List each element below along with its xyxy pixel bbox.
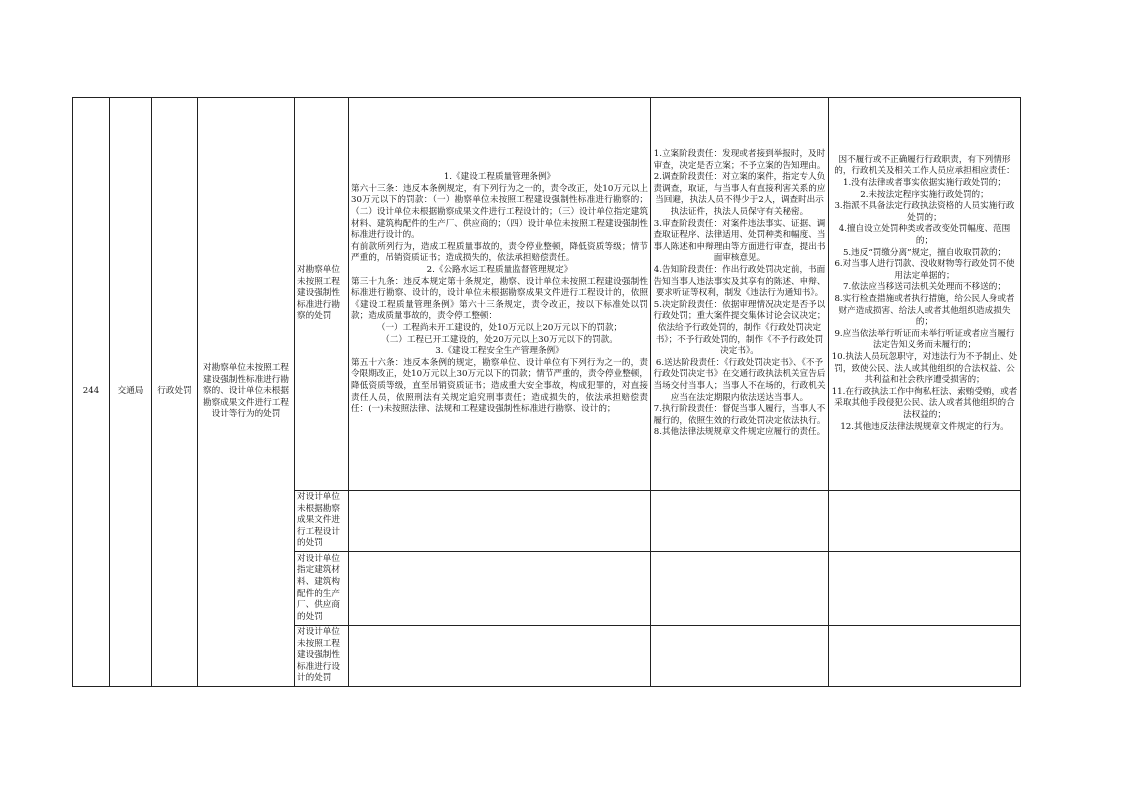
responsibility-item: 3.审查阶段责任：对案件违法事实、证据、调查取证程序、法律适用、处罚种类和幅度、当事人陈述和申辩理由等方面进行审查，提出书面审核意见。 [653,218,826,264]
empty-cell [651,626,829,687]
accountability [829,98,1021,491]
basis-line: 第五十六条：违反本条例的规定，勘察单位、设计单位有下列行为之一的，责令限期改正，处10万元以上30万元以下的罚款；情节严重的，责令停业整顿，降低资质等级，直至吊销资质证书；造成重大安全事故，构成犯罪的，对直接责任人员，依照刑法有关规定追究刑事责任；造成损失的，依法承担赔偿责任：(一)未按照法律、法规和工程建设强制性标准进行勘察、设计的； [351,357,648,415]
responsibility-item: 5.决定阶段责任：依据审理情况决定是否予以行政处罚；重大案件提交集体讨论会议决定；依法给予行政处罚的，制作《行政处罚决定书》；不予行政处罚的，制作《不予行政处罚决定书》。 [653,299,826,357]
basis-line: 第三十九条：违反本规定第十条规定，勘察、设计单位未按照工程建设强制性标准进行勘察、设计的，设计单位未根据勘察成果文件进行工程设计的，依照《建设工程质量管理条例》第六十三条规定，责令改正，按以下标准处以罚款；造成质量事故的，责令停工整顿： [351,276,648,322]
legal-basis [349,98,651,491]
accountability-item: 1.没有法律或者事实依据实施行政处罚的； [843,178,1006,189]
responsibility-item: 2.调查阶段责任：对立案的案件，指定专人负责调查，取证，与当事人有直接利害关系的应当回避，执法人员不得少于2人，调查时出示执法证件，执法人员保守有关秘密。 [653,172,826,218]
responsibility-item: 8.其他法律法规规章文件规定应履行的责任。 [653,427,826,438]
responsibility-item: 7.执行阶段责任：督促当事人履行，当事人不履行的，依照生效的行政处罚决定依法执行。 [653,404,826,426]
empty-cell [349,552,651,626]
power-category: 行政处罚 [152,98,198,687]
basis-line: （二）工程已开工建设的，处20万元以上30万元以下的罚款。 [381,334,618,345]
accountability-item: 12.其他违反法律法规规章文件规定的行为。 [840,421,1009,432]
basis-line: 3.《建设工程安全生产管理条例》 [435,346,564,357]
responsibility-item: 1.立案阶段责任：发现或者接到举报时，及时审查，决定是否立案；不予立案的告知理由。 [653,149,826,171]
sub-item: 对设计单位未按照工程建设强制性标准进行设计的处罚 [295,626,349,687]
empty-cell [829,626,1021,687]
basis-line: 1.《建设工程质量管理条例》 [443,172,556,183]
accountability-item: 9.应当依法举行听证而未举行听证或者应当履行法定告知义务而未履行的； [834,328,1015,351]
power-list-table [72,97,1021,687]
sub-item: 对勘察单位未按照工程建设强制性标准进行勘察的处罚 [295,98,349,491]
accountability-item: 3.指派不具备法定行政执法资格的人员实施行政处罚的； [834,201,1015,223]
empty-cell [349,491,651,552]
accountability-item: 6.对当事人进行罚款、没收财物等行政处罚不使用法定单据的； [834,259,1015,281]
responsibilities [651,98,829,491]
basis-line: 2.《公路水运工程质量监督管理规定》 [426,265,573,276]
accountability-item: 4.擅自设立处罚种类或者改变处罚幅度、范围的； [838,224,1011,247]
empty-cell [829,491,1021,552]
accountability-item: 10.执法人员玩忽职守，对违法行为不予制止、处罚，致使公民、法人或其他组织的合法权益、公共利益和社会秩序遭受损害的； [831,351,1018,386]
empty-cell [829,552,1021,626]
accountability-item: 2.未按法定程序实施行政处罚的； [860,189,989,200]
accountability-item: 8.实行检查措施或者执行措施，给公民人身或者财产造成损害、给法人或者其他组织造成损失的； [834,294,1015,328]
accountability-item: 5.违反“罚缴分离”规定，擅自收取罚款的； [842,247,1007,258]
responsibility-item: 6.送达阶段责任：《行政处罚决定书》、《不予行政处罚决定书》在交通行政执法机关宣告后当场交付当事人；当事人不在场的，行政机关应当在法定期限内依法送达当事人。 [653,357,826,403]
responsibility-item: 4.告知阶段责任：作出行政处罚决定前，书面告知当事人违法事实及其享有的陈述、申辩、要求听证等权利，制发《违法行为通知书》。 [653,265,826,299]
item-name: 对勘察单位未按照工程建设强制性标准进行勘察的、设计单位未根据勘察成果文件进行工程设计等行为的处罚 [198,98,295,687]
accountability-item: 因不履行或不正确履行行政职责，有下列情形的，行政机关及相关工作人员应承担相应责任： [834,154,1015,177]
accountability-item: 7.依法应当移送司法机关处理而不移送的； [843,282,1006,293]
accountability-item: 11.在行政执法工作中徇私枉法、索贿受贿，或者采取其他手段侵犯公民、法人或者其他组织的合法权益的； [831,386,1018,420]
basis-line: （一）工程尚未开工建设的，处10万元以上20万元以下的罚款； [376,322,623,333]
basis-line: 有前款所列行为，造成工程质量事故的，责令停业整顿，降低资质等级；情节严重的，吊销资质证书；造成损失的，依法承担赔偿责任。 [351,241,648,264]
department: 交通局 [110,98,152,687]
basis-line: 第六十三条：违反本条例规定，有下列行为之一的，责令改正，处10万元以上30万元以下的罚款：（一）勘察单位未按照工程建设强制性标准进行勘察的；（二）设计单位未根据勘察成果文件进行工程设计的；（三）设计单位指定建筑材料、建筑构配件的生产厂、供应商的；（四）设计单位未按照工程建设强制性标准进行设计的。 [351,183,648,241]
sub-item: 对设计单位未根据勘察成果文件进行工程设计的处罚 [295,491,349,552]
empty-cell [651,552,829,626]
row-number: 244 [73,98,110,687]
sub-item: 对设计单位指定建筑材料、建筑构配件的生产厂、供应商的处罚 [295,552,349,626]
empty-cell [349,626,651,687]
empty-cell [651,491,829,552]
